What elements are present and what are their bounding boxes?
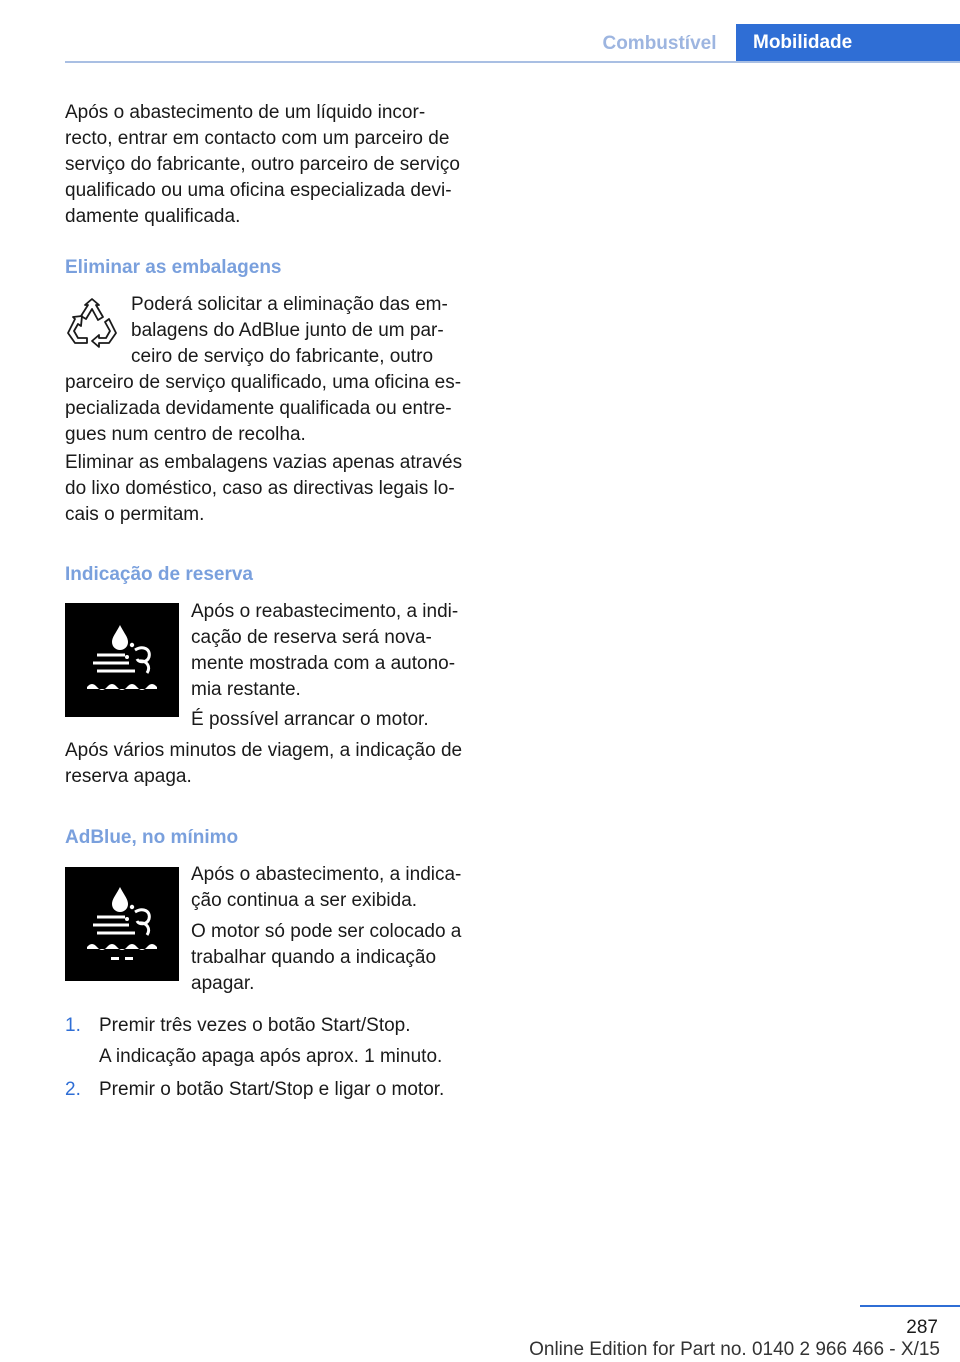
section-heading-minimum: AdBlue, no mínimo xyxy=(65,827,239,848)
text-line: do lixo doméstico, caso as directivas legais lo‐ xyxy=(65,478,455,499)
dispose-paragraph-1 xyxy=(131,292,491,370)
section-heading-dispose: Eliminar as embalagens xyxy=(65,257,282,278)
text-line: Poderá solicitar a eliminação das em‐ xyxy=(131,294,448,315)
step-subtext: A indicação apaga após aprox. 1 minuto. xyxy=(99,1046,443,1067)
intro-paragraph xyxy=(65,100,485,230)
text-line: Após vários minutos de viagem, a indicação de xyxy=(65,740,463,761)
text-line: balagens do AdBlue junto de um par‐ xyxy=(131,320,444,341)
text-line: ceiro de serviço do fabricante, outro xyxy=(131,346,434,367)
text-line: Após o reabastecimento, a indi‐ xyxy=(191,601,459,622)
text-line: mente mostrada com a autono‐ xyxy=(191,653,456,674)
section-heading-reserve: Indicação de reserva xyxy=(65,564,253,585)
step-1-note xyxy=(99,1044,491,1070)
footer-divider xyxy=(860,1305,960,1307)
edition-text: Online Edition for Part no. 0140 2 966 466 - X/15 xyxy=(529,1339,940,1360)
reserve-paragraph-2 xyxy=(191,707,491,733)
text-line: apagar. xyxy=(191,973,255,994)
dispose-paragraph-1-cont xyxy=(65,370,485,448)
header-divider xyxy=(65,61,960,63)
text-line: recto, entrar em contacto com um parceiro de xyxy=(65,128,450,149)
step-number: 1. xyxy=(65,1015,81,1036)
text-line: É possível arrancar o motor. xyxy=(191,709,429,730)
text-line: Eliminar as embalagens vazias apenas através xyxy=(65,452,463,473)
minimum-paragraph-1 xyxy=(191,862,491,914)
text-line: qualificado ou uma oficina especializada devi‐ xyxy=(65,180,452,201)
text-line: reserva apaga. xyxy=(65,766,192,787)
step-text: Premir o botão Start/Stop e ligar o motor. xyxy=(99,1079,445,1100)
text-line: serviço do fabricante, outro parceiro de serviço xyxy=(65,154,460,175)
text-line: cais o permitam. xyxy=(65,504,205,525)
text-line: pecializada devidamente qualificada ou entre‐ xyxy=(65,398,452,419)
dispose-paragraph-2 xyxy=(65,450,485,528)
text-line: trabalhar quando a indicação xyxy=(191,947,437,968)
tab-combustivel[interactable]: Combustível xyxy=(602,33,717,54)
text-line: O motor só pode ser colocado a xyxy=(191,921,462,942)
tab-mobilidade[interactable]: Mobilidade xyxy=(736,24,960,62)
step-2 xyxy=(99,1077,491,1103)
text-line: Após o abastecimento de um líquido incor‐ xyxy=(65,102,426,123)
step-number: 2. xyxy=(65,1079,81,1100)
reserve-paragraph-1 xyxy=(191,599,491,703)
reserve-paragraph-3 xyxy=(65,738,485,790)
text-line: parceiro de serviço qualificado, uma oficina es‐ xyxy=(65,372,462,393)
page-number: 287 xyxy=(906,1317,938,1338)
text-line: Após o abastecimento, a indica‐ xyxy=(191,864,462,885)
recycle-icon xyxy=(65,297,119,351)
text-line: cação de reserva será nova‐ xyxy=(191,627,432,648)
step-1 xyxy=(99,1013,491,1039)
minimum-paragraph-2 xyxy=(191,919,491,997)
adblue-reserve-icon xyxy=(65,603,179,717)
text-line: mia restante. xyxy=(191,679,301,700)
text-line: gues num centro de recolha. xyxy=(65,424,306,445)
text-line: ção continua a ser exibida. xyxy=(191,890,418,911)
step-text: Premir três vezes o botão Start/Stop. xyxy=(99,1015,411,1036)
text-line: damente qualificada. xyxy=(65,206,241,227)
adblue-minimum-icon xyxy=(65,867,179,981)
